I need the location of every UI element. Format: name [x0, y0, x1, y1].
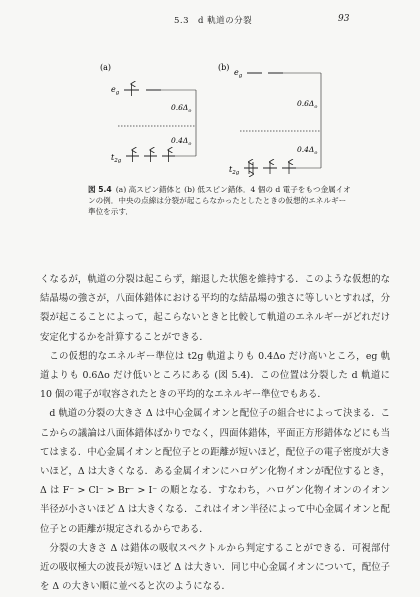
figure-caption	[88, 184, 353, 217]
figure-label: 図 5.4	[88, 185, 112, 194]
upper-gap-label-a: $0.6\Delta_o$	[171, 103, 192, 114]
orbital-diagram	[0, 40, 420, 180]
page-header	[0, 14, 420, 30]
page-number: 93	[338, 14, 350, 24]
paragraph: くなるが，軌道の分裂は起こらず，縮退した状態を維持する．このような仮想的な結晶場の強さが，八面体錯体における平均的な結晶場の強さに等しいとすれば，分裂が起こることによって，起こらないときと比較して軌道のエネルギーがどれだけ安定化するかを計算することができる．	[40, 274, 390, 343]
panel-a-label: (a)	[100, 63, 112, 72]
caption-text: (a) 高スピン錯体と (b) 低スピン錯体．4 個の d 電子をもつ金属イオンの例．中央の点線は分裂が起こらなかったとしたときの仮想的エネルギー準位を示す．	[88, 185, 351, 216]
section-title: 5.3 d 軌道の分裂	[174, 16, 253, 26]
paragraph: この仮想的なエネルギー準位は t2g 軌道よりも 0.4Δo だけ高いところ，eg 軌道よりも 0.6Δo だけ低いところにある (図 5.4)．この位置は分裂した d 軌道に 10 個の電子が収容されたときの平均的なエネルギー準位でもある．	[40, 350, 390, 401]
t2g-label-a: $t_{2g}$	[111, 153, 122, 164]
lower-gap-label-b: $0.4\Delta_o$	[297, 145, 318, 156]
t2g-label-b: $t_{2g}$	[229, 165, 240, 176]
body-text	[40, 270, 390, 596]
lower-gap-label-a: $0.4\Delta_o$	[171, 136, 192, 147]
eg-label-b: $e_g$	[234, 68, 243, 79]
paragraph: d 軌道の分裂の大きさ Δ は中心金属イオンと配位子の組合せによって決まる．ここからの議論は八面体錯体ばかりでなく，四面体錯体，平面正方形錯体などにも当てはまる．中心金属イオンと配位子との距離が短いほど，配位子の電子密度が大きいほど，Δ は大きくなる．ある金属イオンにハロゲン化物イオンが配位するとき，Δ は F⁻ > Cl⁻ > Br⁻ > I⁻ の順となる．すなわち，ハロゲン化物イオンのイオン半径が小さいほど Δ は大きくなる．これはイオン半径によって中心金属イオンと配位子との距離が規定されるからである．	[40, 408, 390, 535]
panel-b-label: (b)	[218, 63, 230, 72]
paragraph: 分裂の大きさ Δ は錯体の吸収スペクトルから判定することができる．可視部付近の吸収極大の波長が短いほど Δ は大きい．同じ中心金属イオンについて，配位子を Δ の大きい順に並べると次のようになる．	[40, 542, 390, 593]
eg-label-a: $e_g$	[111, 85, 120, 96]
upper-gap-label-b: $0.6\Delta_o$	[297, 99, 318, 110]
